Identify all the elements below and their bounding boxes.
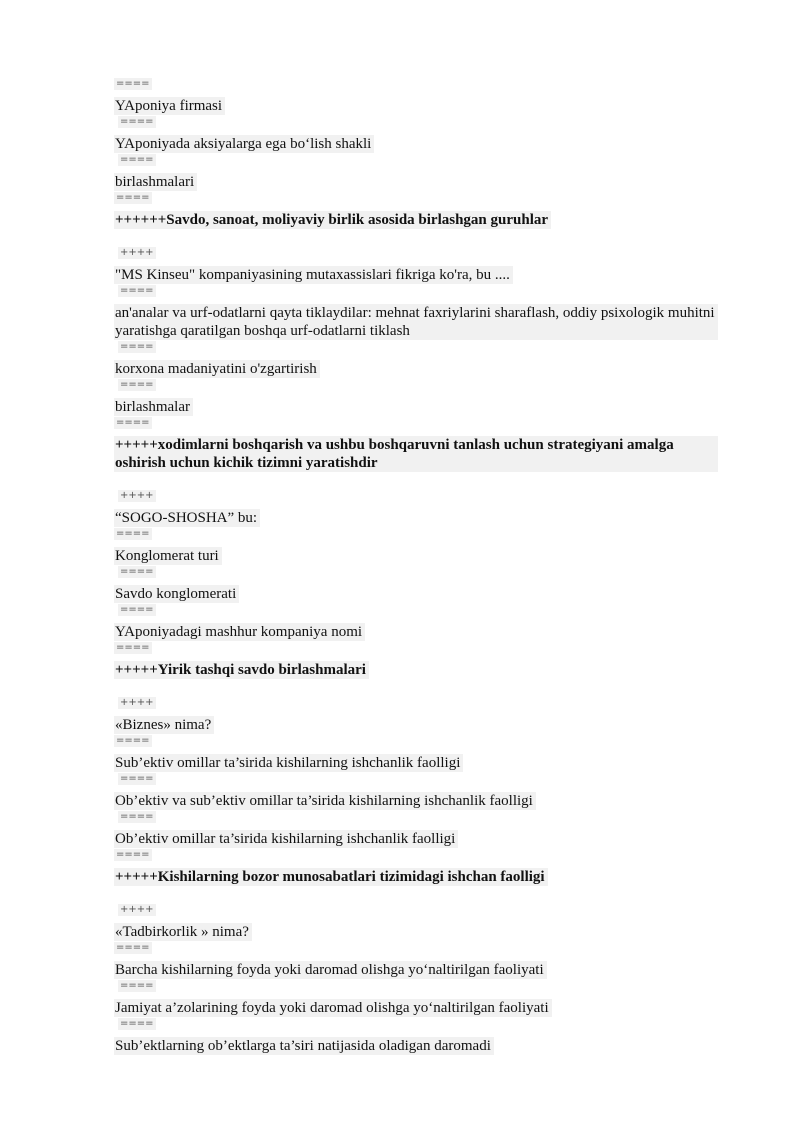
question-marker: ++++ [120,904,154,915]
option-separator: ==== [116,735,150,746]
option-separator: ==== [120,285,154,296]
text-line: Barcha kishilarning foyda yoki daromad olishga yo‘naltirilgan faoliyati [114,961,547,979]
option-separator: ==== [120,811,154,822]
option-separator: ==== [116,849,150,860]
text-line: «Tadbirkorlik » nima? [114,923,252,941]
text-line: birlashmalari [114,173,197,191]
option-separator: ==== [120,604,154,615]
option-separator: ==== [116,417,150,428]
option-separator: ==== [120,341,154,352]
correct-answer: ++++++Savdo, sanoat, moliyaviy birlik asosida birlashgan guruhlar [114,211,551,229]
option-separator: ==== [120,154,154,165]
option-separator: ==== [116,528,150,539]
option-separator: ==== [120,1018,154,1029]
text-line: Ob’ektiv va sub’ektiv omillar ta’sirida kishilarning ishchanlik faolligi [114,792,536,810]
spacer [114,229,734,246]
text-line: korxona madaniyatini o'zgartirish [114,360,320,378]
correct-answer: +++++Kishilarning bozor munosabatlari tizimidagi ishchan faolligi [114,868,548,886]
correct-answer: +++++Yirik tashqi savdo birlashmalari [114,661,369,679]
spacer [114,472,734,489]
text-line: Jamiyat a’zolarining foyda yoki daromad olishga yo‘naltirilgan faoliyati [114,999,552,1017]
text-line: “SOGO-SHOSHA” bu: [114,509,260,527]
option-separator: ==== [116,78,150,89]
option-separator: ==== [116,642,150,653]
text-line: «Biznes» nima? [114,716,214,734]
text-line: YAponiyadagi mashhur kompaniya nomi [114,623,365,641]
option-separator: ==== [120,773,154,784]
option-separator: ==== [120,116,154,127]
spacer [114,679,734,696]
quiz-content [114,77,734,1055]
question-marker: ++++ [120,247,154,258]
correct-answer: +++++xodimlarni boshqarish va ushbu boshqaruvni tanlash uchun strategiyani amalga oshirish uchun kichik tizimni yaratishdir [114,436,718,472]
text-line: Sub’ektiv omillar ta’sirida kishilarning ishchanlik faolligi [114,754,463,772]
text-line: birlashmalar [114,398,193,416]
spacer [114,886,734,903]
option-separator: ==== [120,980,154,991]
text-line: "MS Kinseu" kompaniyasining mutaxassislari fikriga ko'ra, bu .... [114,266,513,284]
option-separator: ==== [116,942,150,953]
option-separator: ==== [116,192,150,203]
question-marker: ++++ [120,697,154,708]
text-line: YAponiya firmasi [114,97,225,115]
option-separator: ==== [120,566,154,577]
text-line: Ob’ektiv omillar ta’sirida kishilarning ishchanlik faolligi [114,830,458,848]
question-marker: ++++ [120,490,154,501]
text-line: YAponiyada aksiyalarga ega bo‘lish shakli [114,135,374,153]
text-line: Sub’ektlarning ob’ektlarga ta’siri natijasida oladigan daromadi [114,1037,494,1055]
text-line: Konglomerat turi [114,547,222,565]
text-line: an'analar va urf-odatlarni qayta tiklaydilar: mehnat faxriylarini sharaflash, oddiy psixologik muhitni yaratishga qaratilgan boshqa urf-odatlarni tiklash [114,304,718,340]
option-separator: ==== [120,379,154,390]
text-line: Savdo konglomerati [114,585,239,603]
